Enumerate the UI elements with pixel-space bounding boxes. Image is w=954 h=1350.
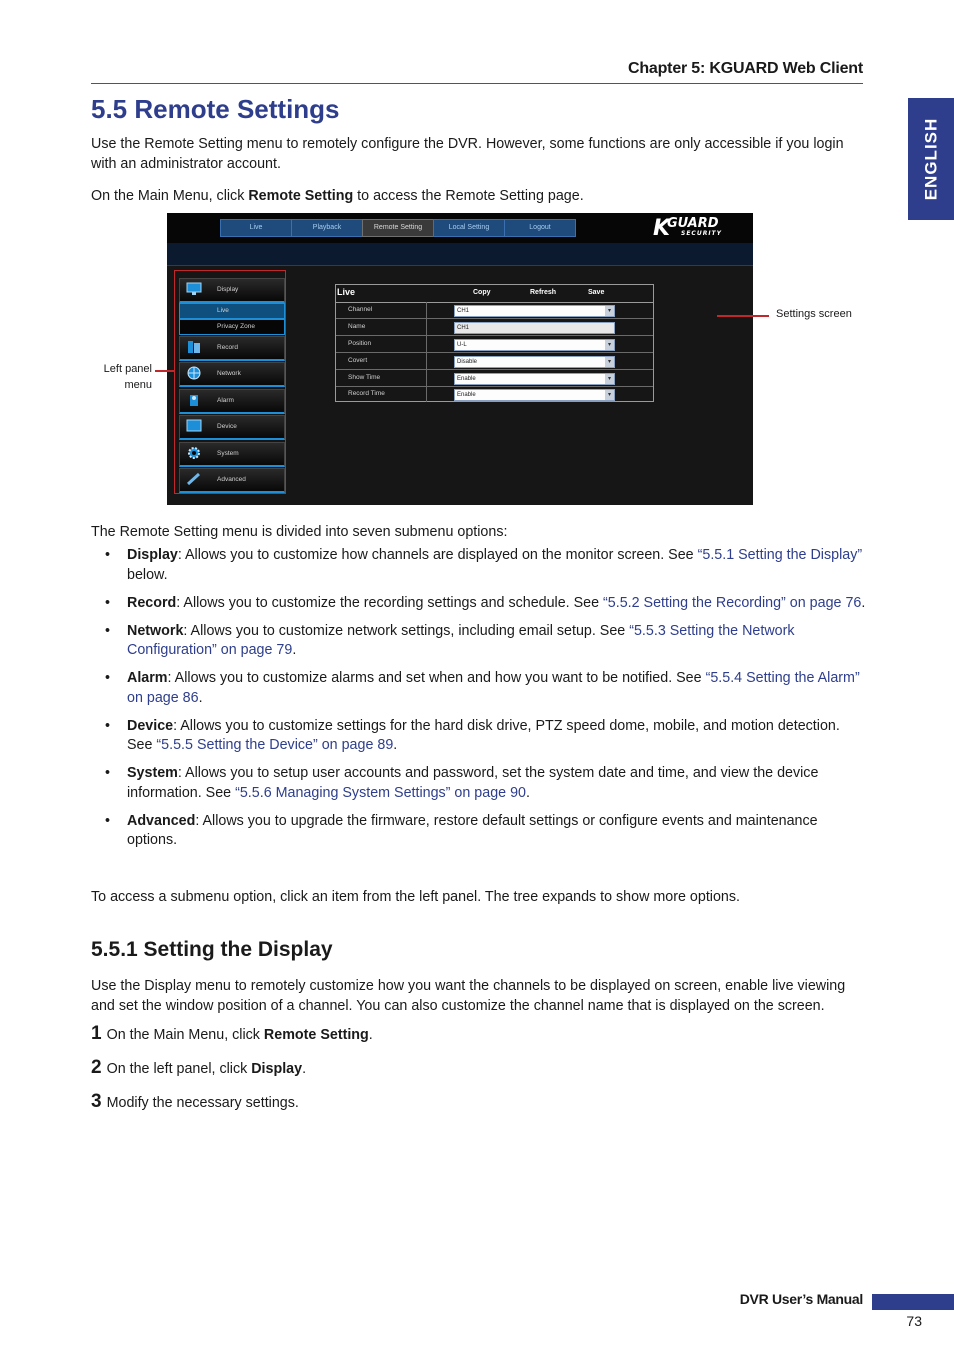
- settings-screen-callout: Settings screen: [776, 308, 852, 320]
- panel-item-label: Display: [217, 286, 239, 293]
- select-value: Enable: [457, 376, 476, 382]
- access-post: to access the Remote Setting page.: [353, 188, 584, 204]
- row-label: Position: [348, 340, 372, 347]
- bullet-term: Advanced: [127, 812, 196, 829]
- tab-playback[interactable]: Playback: [291, 219, 363, 237]
- cross-reference-link[interactable]: “5.5.5 Setting the Device” on page 89: [156, 737, 394, 753]
- left-callout-line: [155, 370, 175, 372]
- refresh-button[interactable]: Refresh: [530, 289, 557, 296]
- save-button[interactable]: Save: [588, 289, 605, 296]
- form-row-show-time: [336, 370, 653, 387]
- logo-tag: SECURITY: [681, 230, 722, 237]
- footer-bar: [872, 1294, 954, 1310]
- bullet-after: .: [393, 737, 398, 753]
- select-value: CH1: [457, 308, 470, 314]
- row-label: Covert: [348, 357, 368, 364]
- bullet-term: Record: [127, 594, 177, 611]
- step-pre: On the left panel, click: [106, 1061, 252, 1077]
- row-label: Show Time: [348, 374, 381, 381]
- row-separator: [426, 319, 427, 335]
- chevron-down-icon: ▾: [605, 374, 614, 384]
- left-panel-highlight: [174, 270, 286, 494]
- form-row-name: [336, 319, 653, 336]
- copy-button[interactable]: Copy: [473, 289, 491, 296]
- step-number: 2: [91, 1057, 102, 1078]
- form-header: [336, 285, 653, 303]
- record-time-select[interactable]: [454, 389, 615, 401]
- list-item: [91, 546, 866, 585]
- list-item: [91, 622, 866, 661]
- chevron-down-icon: ▾: [605, 340, 614, 350]
- step-3: [91, 1092, 299, 1114]
- row-separator: [426, 353, 427, 369]
- step-post: .: [368, 1027, 373, 1043]
- tab-local-setting[interactable]: Local Setting: [433, 219, 505, 237]
- panel-subitem-label: Privacy Zone: [217, 323, 255, 330]
- row-label: Name: [348, 323, 366, 330]
- bullet-text: : Allows you to customize network settings, including email setup. See: [183, 622, 630, 639]
- panel-item-label: Record: [217, 344, 238, 351]
- bullet-term: Alarm: [127, 670, 168, 686]
- input-value: CH1: [457, 325, 470, 331]
- bullet-term: Display: [127, 547, 178, 563]
- screenshot-band: [167, 243, 753, 266]
- left-panel-callout: Left panel menu: [103, 363, 152, 391]
- page-number: 73: [906, 1313, 922, 1329]
- bullet-text: : Allows you to customize how channels are displayed on the monitor screen. See: [177, 547, 698, 563]
- step-pre: On the Main Menu, click: [106, 1027, 264, 1043]
- channel-select[interactable]: [454, 305, 615, 317]
- step-1: [91, 1024, 373, 1046]
- form-row-position: [336, 336, 653, 353]
- bullet-text: : Allows you to customize alarms and set when and how you want to be notified. See: [167, 670, 706, 686]
- list-item: [91, 594, 866, 614]
- bullet-after: .: [198, 689, 203, 706]
- panel-item-label: System: [217, 450, 239, 457]
- side-tab-label: ENGLISH: [921, 117, 940, 201]
- select-value: U-L: [457, 342, 467, 348]
- header-rule: [91, 83, 863, 84]
- bullet-after: .: [292, 642, 297, 658]
- panel-item-label: Alarm: [217, 397, 234, 404]
- row-separator: [426, 386, 427, 402]
- step-2: [91, 1058, 306, 1080]
- row-label: Record Time: [348, 390, 385, 397]
- submenu-bullet-list: [91, 546, 866, 859]
- submenu-paragraph: To access a submenu option, click an item from the left panel. The tree expands to show more options.: [91, 889, 741, 905]
- tab-live[interactable]: Live: [220, 219, 292, 237]
- tab-remote-setting[interactable]: Remote Setting: [362, 219, 434, 237]
- list-item: [91, 717, 866, 756]
- select-value: Enable: [457, 392, 476, 398]
- bullet-dot: •: [105, 622, 111, 639]
- bullet-dot: •: [105, 670, 111, 686]
- row-separator: [426, 336, 427, 352]
- cross-reference-link[interactable]: “5.5.1 Setting the Display”: [697, 547, 863, 563]
- section-intro: Use the Remote Setting menu to remotely configure the DVR. However, some functions are only accessible if you login with an administrator account.: [91, 136, 844, 172]
- show-time-select[interactable]: [454, 373, 615, 385]
- step-post: .: [302, 1061, 307, 1077]
- row-label: Channel: [348, 306, 373, 313]
- settings-form: [335, 284, 654, 402]
- logo-word: GUARD: [667, 216, 719, 231]
- bullet-term: System: [127, 765, 178, 781]
- bullet-after: .: [525, 784, 530, 801]
- step-bold: Remote Setting: [263, 1027, 369, 1043]
- step-number: 3: [91, 1091, 102, 1112]
- bullet-after: below.: [127, 566, 168, 583]
- list-item: [91, 764, 866, 803]
- access-bold: Remote Setting: [248, 188, 354, 204]
- access-paragraph: [91, 187, 866, 207]
- chevron-down-icon: ▾: [605, 357, 614, 367]
- bullet-dot: •: [105, 765, 111, 781]
- panel-item-label: Network: [217, 370, 241, 377]
- divided-paragraph: The Remote Setting menu is divided into seven submenu options:: [91, 524, 508, 540]
- footer-manual-title: DVR User’s Manual: [739, 1291, 863, 1307]
- bullet-term: Device: [127, 717, 174, 734]
- row-separator: [426, 302, 427, 318]
- cross-reference-link[interactable]: “5.5.2 Setting the Recording” on page 76: [603, 594, 862, 611]
- subsection-title: 5.5.1 Setting the Display: [91, 938, 333, 961]
- select-value: Disable: [457, 359, 478, 365]
- right-callout-line: [717, 315, 769, 317]
- form-title: Live: [337, 287, 356, 297]
- bullet-text: : Allows you to setup user accounts and password, set the system date and time, and view the device information. See: [127, 765, 819, 801]
- subsection-intro: Use the Display menu to remotely customize how you want the channels to be displayed on screen, enable live viewing and set the window position of a channel. You can also customize the channel name that is displayed on the screen.: [91, 978, 846, 1014]
- step-number: 1: [91, 1023, 102, 1044]
- cross-reference-link[interactable]: “5.5.3 Setting the Network Configuration” on page 79: [127, 622, 795, 658]
- logo-k: K: [653, 216, 671, 241]
- bullet-text: : Allows you to customize the recording settings and schedule. See: [176, 594, 604, 611]
- bullet-dot: •: [105, 547, 111, 563]
- list-item: [91, 812, 866, 851]
- name-input[interactable]: [454, 322, 615, 334]
- chevron-down-icon: ▾: [605, 390, 614, 400]
- bullet-text: : Allows you to customize settings for the hard disk drive, PTZ speed dome, mobile, and motion detection. See: [127, 717, 840, 753]
- section-title: 5.5 Remote Settings: [91, 94, 340, 124]
- step-bold: Display: [251, 1061, 303, 1077]
- panel-item-label: Device: [217, 423, 237, 430]
- chapter-header: Chapter 5: KGUARD Web Client: [627, 60, 863, 77]
- bullet-dot: •: [105, 717, 111, 734]
- form-row-record-time: [336, 386, 653, 402]
- language-side-tab: [908, 98, 954, 220]
- chevron-down-icon: ▾: [605, 306, 614, 316]
- bullet-after: .: [861, 594, 866, 611]
- form-row-channel: [336, 302, 653, 319]
- bullet-term: Network: [127, 622, 184, 639]
- cross-reference-link[interactable]: “5.5.4 Setting the Alarm” on page 86: [127, 670, 860, 706]
- panel-item-label: Advanced: [217, 476, 246, 483]
- covert-select[interactable]: [454, 356, 615, 368]
- bullet-text: : Allows you to upgrade the firmware, restore default settings or configure events and maintenance options.: [127, 812, 818, 848]
- cross-reference-link[interactable]: “5.5.6 Managing System Settings” on page 90: [235, 784, 526, 801]
- tab-logout[interactable]: Logout: [504, 219, 576, 237]
- panel-subitem-label: Live: [217, 307, 229, 314]
- step-pre: Modify the necessary settings.: [106, 1095, 299, 1111]
- form-row-covert: [336, 353, 653, 370]
- bullet-dot: •: [105, 594, 111, 611]
- kguard-logo: [653, 214, 745, 240]
- bullet-dot: •: [105, 812, 111, 829]
- list-item: [91, 669, 866, 708]
- access-pre: On the Main Menu, click: [91, 188, 249, 204]
- row-separator: [426, 370, 427, 386]
- position-select[interactable]: [454, 339, 615, 351]
